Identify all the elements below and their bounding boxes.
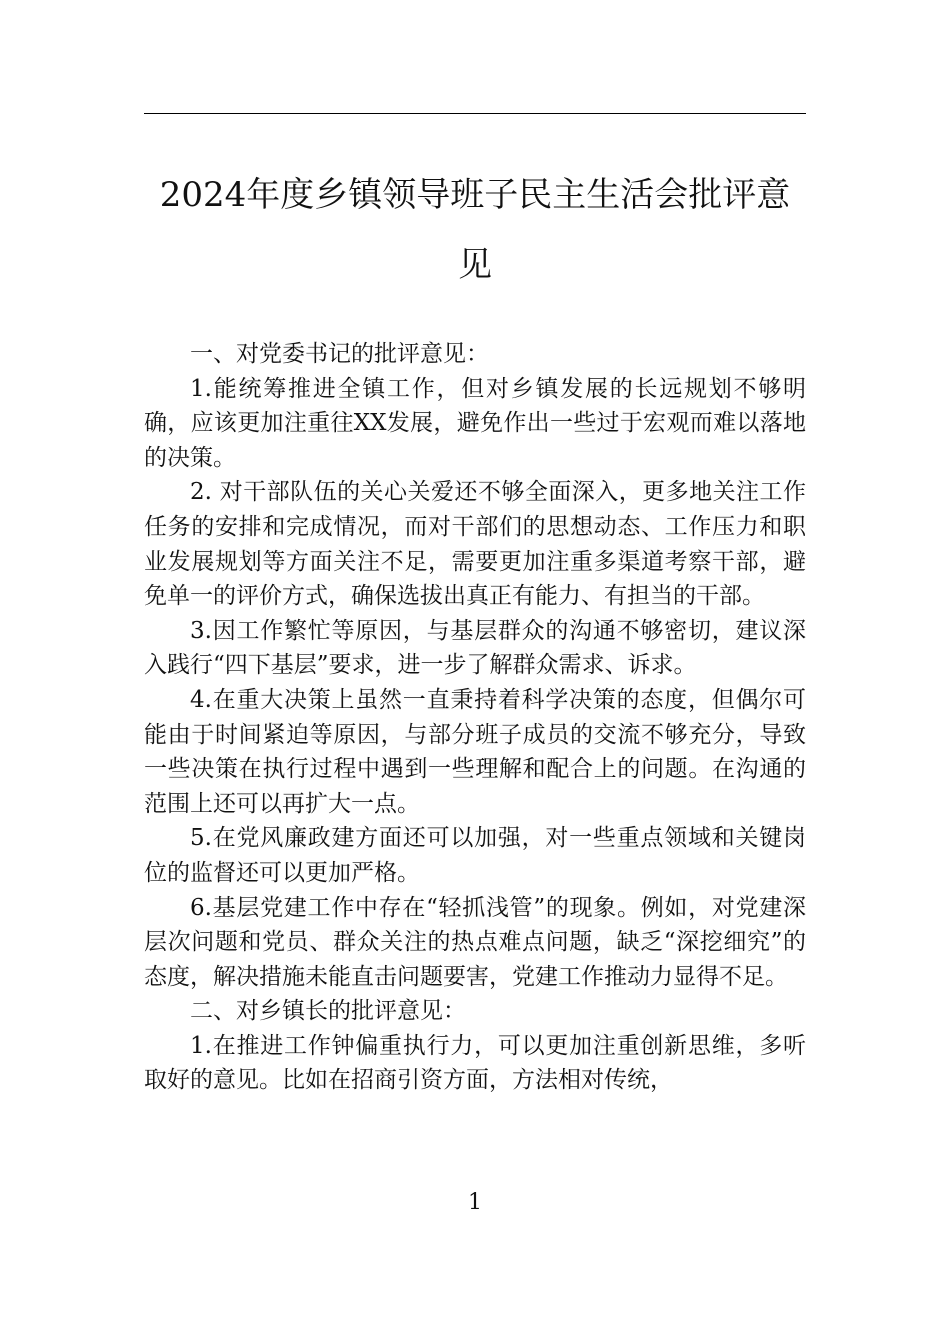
section-heading-party-secretary: 一、对党委书记的批评意见： (190, 341, 489, 367)
paragraph: 2. 对干部队伍的关心关爱还不够全面深入，更多地关注工作任务的安排和完成情况，而对干部们的思想动态、工作压力和职业发展规划等方面关注不足，需要更加注重多渠道考察干部，避免单一的评价方式，确保选拔出真正有能力、有担当的干部。 (144, 479, 806, 610)
document-title: 2024年度乡镇领导班子民主生活会批评意见 (159, 175, 791, 285)
page-number: 1 (468, 1190, 482, 1215)
section-heading-township-head: 二、对乡镇长的批评意见： (190, 998, 466, 1025)
paragraph: 1.能统筹推进全镇工作，但对乡镇发展的长远规划不够明确，应该更加注重往XX发展，避免作出一些过于宏观而难以落地的决策。 (144, 375, 806, 471)
paragraph: 5.在党风廉政建方面还可以加强，对一些重点领域和关键岗位的监督还可以更加严格。 (144, 825, 806, 886)
document-body (144, 337, 806, 1098)
header-rule (144, 113, 806, 114)
paragraph: 1.在推进工作钟偏重执行力，可以更加注重创新思维，多听取好的意见。比如在招商引资方面，方法相对传统， (144, 1032, 806, 1094)
paragraph: 3.因工作繁忙等原因，与基层群众的沟通不够密切，建议深入践行“四下基层”要求，进一步了解群众需求、诉求。 (144, 617, 806, 679)
paragraph: 4.在重大决策上虽然一直秉持着科学决策的态度，但偶尔可能由于时间紧迫等原因，与部分班子成员的交流不够充分，导致一些决策在执行过程中遇到一些理解和配合上的问题。在沟通的范围上还可以再扩大一点。 (144, 686, 806, 817)
paragraph: 6.基层党建工作中存在“轻抓浅管”的现象。例如，对党建深层次问题和党员、群众关注的热点难点问题，缺乏“深挖细究”的态度，解决措施未能直击问题要害，党建工作推动力显得不足。 (144, 894, 806, 990)
